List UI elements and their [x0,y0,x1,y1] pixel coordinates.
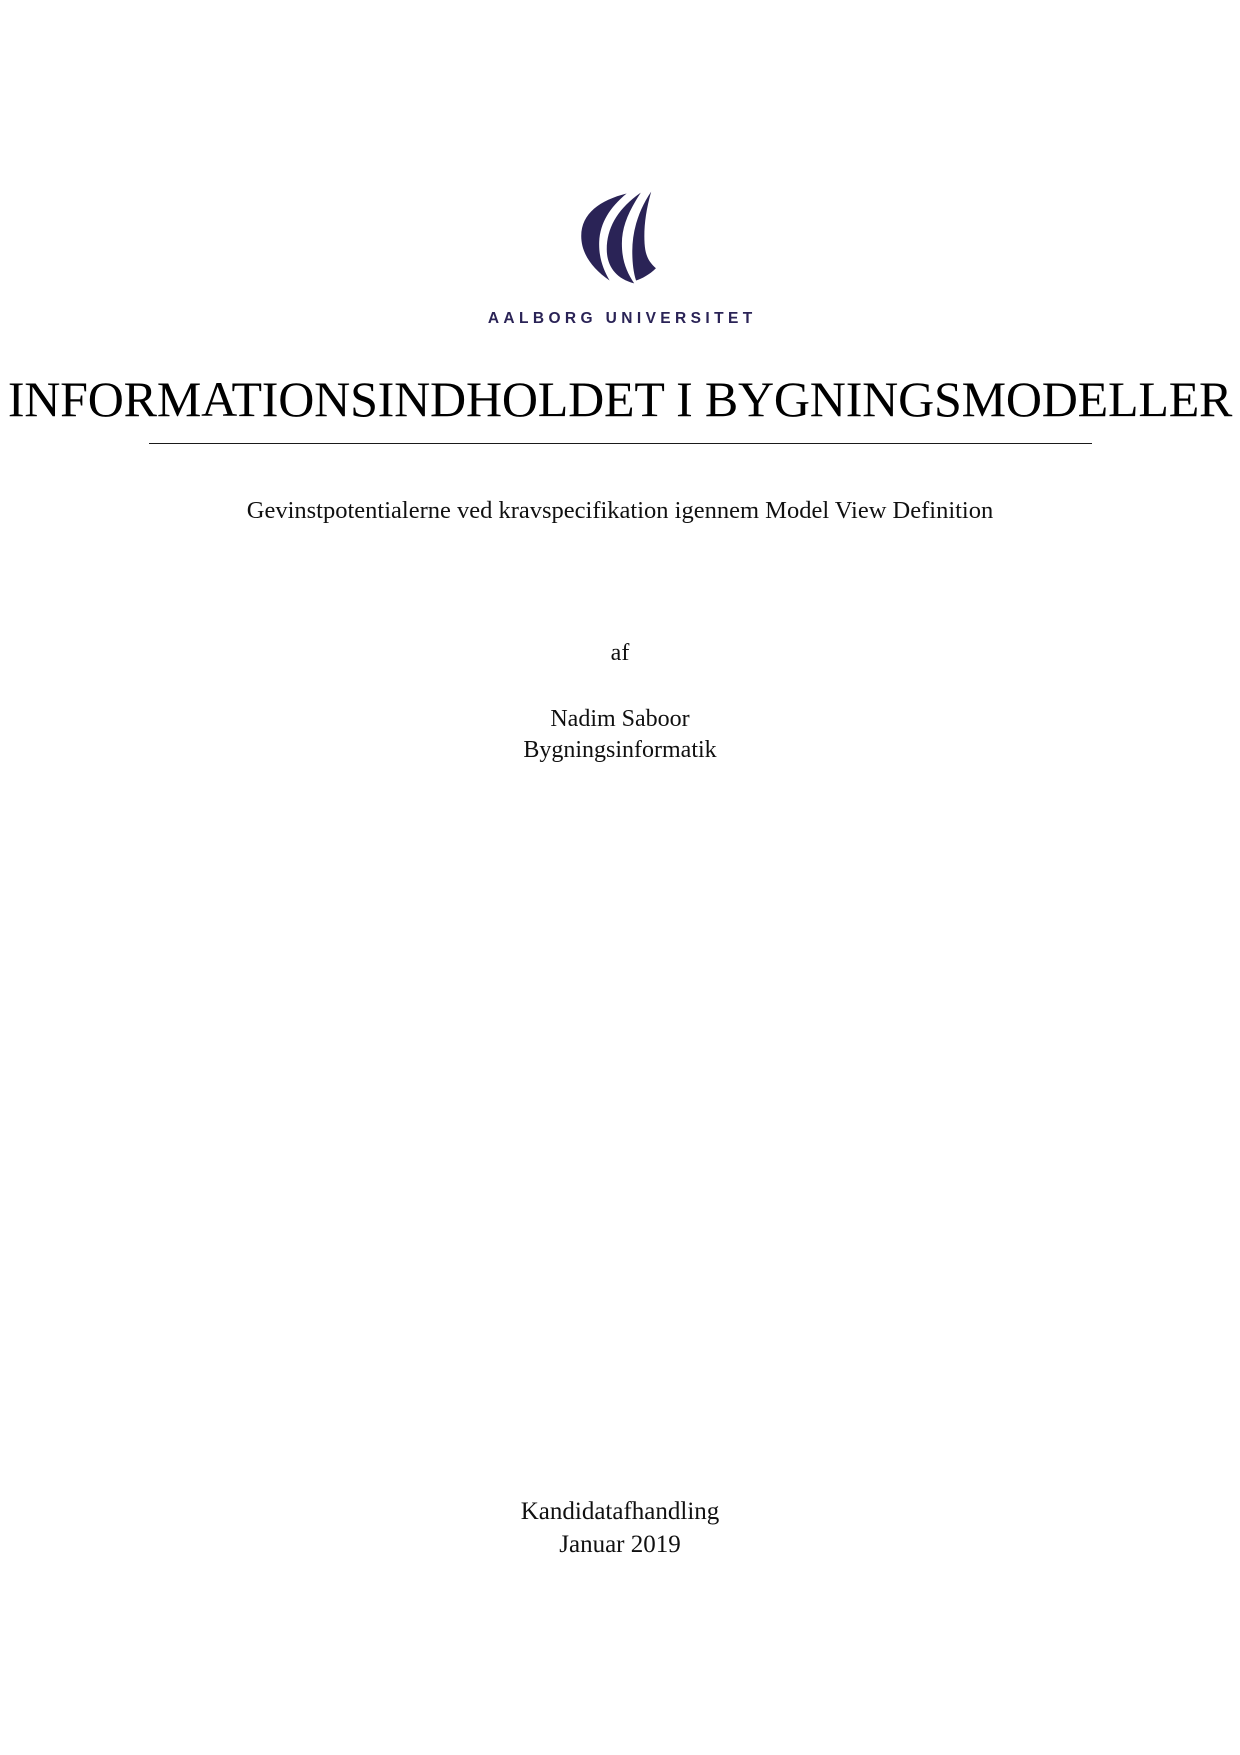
institution-logo-block [0,185,1240,327]
author-program: Bygningsinformatik [523,737,717,764]
document-date: Januar 2019 [559,1531,681,1559]
footer-block [0,1495,1240,1562]
document-type: Kandidatafhandling [520,1498,720,1525]
page-subtitle: Gevinstpotentialerne ved kravspecifikation igennem Model View Definition [246,497,994,524]
author-name: Nadim Saboor [550,705,690,732]
institution-wordmark: AALBORG UNIVERSITET [487,310,757,327]
page-title: INFORMATIONSINDHOLDET I BYGNINGSMODELLER [7,371,1233,427]
title-divider [149,443,1092,444]
title-block [0,372,1240,444]
byline-preposition: af [610,640,630,666]
aalborg-university-swoosh-logo-icon [568,185,672,289]
author-block [0,638,1240,767]
